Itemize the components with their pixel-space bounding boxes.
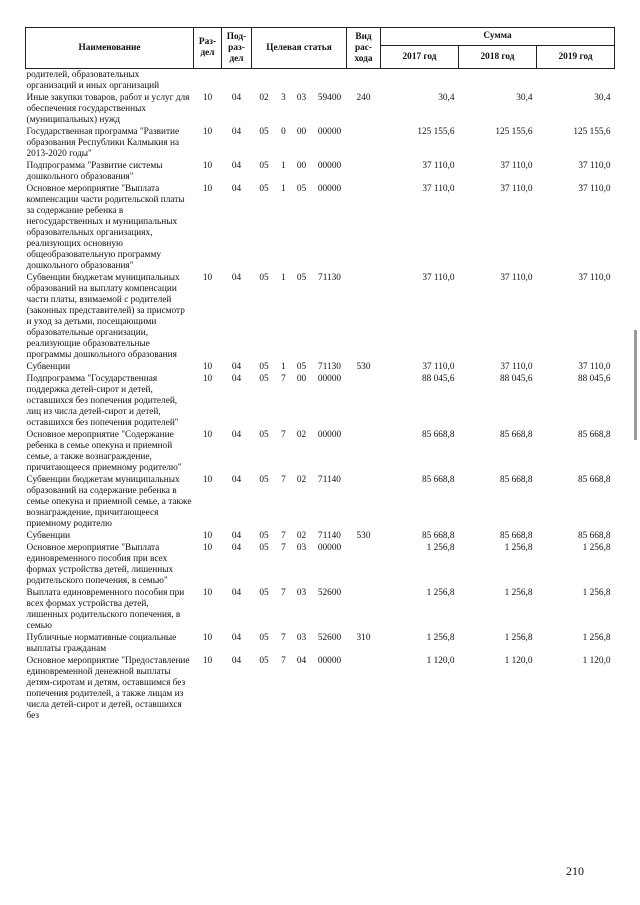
row-subsection: 04: [231, 161, 242, 171]
row-target-direction: 00000: [317, 656, 342, 666]
row-target-direction: 00000: [317, 184, 342, 194]
header-target: Целевая статья: [252, 28, 347, 69]
row-expense-type: [347, 429, 381, 474]
row-target-direction: 00000: [317, 430, 342, 440]
row-expense-type: 530: [356, 362, 371, 372]
row-target-measure: 04: [296, 656, 307, 666]
row-expense-type: [347, 655, 381, 722]
row-sum-2018: 37 110,0: [500, 273, 533, 283]
table-row: [26, 361, 615, 373]
row-sum-2018: 85 668,8: [499, 475, 533, 485]
row-sum-2018: 1 256,8: [504, 543, 533, 553]
row-name: Иные закупки товаров, работ и услуг для обеспечения государственных (муниципальных) нужд: [26, 93, 190, 125]
row-expense-type: [347, 587, 381, 632]
row-target-program: [252, 69, 277, 93]
row-section: 10: [202, 475, 213, 485]
row-target-program: 05: [259, 430, 269, 440]
row-sum-2019: 85 668,8: [578, 430, 611, 440]
row-target-program: 05: [259, 633, 269, 643]
row-target-measure: [291, 69, 313, 93]
row-target-subprogram: 7: [281, 475, 286, 485]
header-subsection: Под-раз-дел: [222, 28, 252, 69]
row-sum-2017: 88 045,6: [421, 374, 455, 384]
row-subsection: 04: [231, 531, 242, 541]
row-subsection: [222, 69, 252, 93]
row-subsection: 04: [231, 127, 242, 137]
row-subsection: 04: [231, 184, 242, 194]
row-sum-2017: 37 110,0: [422, 273, 455, 283]
row-name: Основное мероприятие "Выплата компенсации части родительской платы за содержание ребенка в негосударственных и муниципальных образовательных организациях, реализующих основную общеобразовательную программу дошкольного образования": [26, 184, 185, 271]
row-target-program: 05: [259, 475, 269, 485]
row-subsection: 04: [231, 633, 242, 643]
table-row: [26, 272, 615, 361]
row-target-measure: 03: [296, 93, 307, 103]
row-section: 10: [202, 362, 213, 372]
row-sum-2017: 85 668,8: [421, 531, 455, 541]
budget-table: [25, 27, 615, 722]
row-sum-2019: 1 256,8: [582, 543, 611, 553]
row-expense-type: [347, 373, 381, 429]
row-target-measure: 05: [296, 184, 307, 194]
row-target-direction: 71130: [318, 273, 341, 283]
row-target-direction: 00000: [317, 374, 342, 384]
row-subsection: 04: [231, 273, 242, 283]
row-target-measure: 00: [296, 374, 307, 384]
row-name: Публичные нормативные социальные выплаты гражданам: [26, 633, 177, 654]
row-subsection: 04: [231, 588, 242, 598]
row-target-subprogram: 7: [281, 531, 286, 541]
table-row: [26, 587, 615, 632]
row-target-subprogram: 7: [281, 633, 286, 643]
row-sum-2019: 88 045,6: [578, 374, 611, 384]
row-section: 10: [202, 374, 213, 384]
row-target-direction: 52600: [317, 588, 342, 598]
row-expense-type: 310: [356, 633, 371, 643]
row-target-program: 05: [259, 543, 269, 553]
table-row: [26, 373, 615, 429]
row-target-program: 05: [259, 273, 269, 283]
row-sum-2017: 1 256,8: [426, 588, 455, 598]
row-name: Основное мероприятие "Предоставление единовременной денежной выплаты детям-сиротам и детям, оставшимся без попечения родителей, а также лицам из числа детей-сирот и детей, оставшихся без: [26, 656, 190, 721]
row-target-direction: 71130: [318, 362, 341, 372]
row-target-direction: 71140: [318, 531, 341, 541]
table-row: [26, 530, 615, 542]
row-target-subprogram: 1: [281, 184, 286, 194]
row-expense-type: [347, 183, 381, 272]
row-target-program: 05: [259, 161, 269, 171]
row-subsection: 04: [231, 362, 242, 372]
row-target-measure: 02: [296, 430, 307, 440]
row-target-program: 02: [259, 93, 269, 103]
row-subsection: 04: [231, 93, 242, 103]
row-target-measure: 02: [296, 531, 307, 541]
row-expense-type: [347, 160, 381, 183]
row-sum-2017: 85 668,8: [421, 430, 455, 440]
row-section: 10: [202, 588, 213, 598]
table-row: [26, 183, 615, 272]
row-sum-2019: 37 110,0: [578, 161, 611, 171]
row-subsection: 04: [231, 656, 242, 666]
header-year-2019: 2019 год: [537, 46, 615, 69]
row-name: родителей, образовательных организаций и иных организаций: [26, 70, 160, 91]
row-expense-type: 530: [356, 531, 371, 541]
row-target-direction: 59400: [317, 93, 342, 103]
row-name: Субвенции: [26, 531, 71, 541]
row-section: 10: [202, 184, 213, 194]
row-sum-2019: 85 668,8: [578, 531, 611, 541]
row-name: Подпрограмма "Развитие системы дошкольного образования": [26, 161, 163, 182]
row-target-measure: 00: [296, 161, 307, 171]
row-sum-2018: 30,4: [516, 93, 533, 103]
row-expense-type: [347, 126, 381, 160]
row-sum-2017: 1 120,0: [426, 656, 455, 666]
row-section: 10: [202, 531, 213, 541]
row-sum-2018: 37 110,0: [500, 161, 533, 171]
row-section: 10: [202, 543, 213, 553]
row-sum-2019: 37 110,0: [578, 362, 611, 372]
table-row: [26, 160, 615, 183]
row-sum-2019: [537, 69, 615, 93]
header-year-2018: 2018 год: [459, 46, 537, 69]
row-target-subprogram: 7: [281, 656, 286, 666]
row-target-program: 05: [259, 374, 269, 384]
row-target-subprogram: 1: [281, 273, 286, 283]
row-name: Основное мероприятие "Содержание ребенка в семье опекуна и приемной семье, а также вознаграждение, причитающееся приемному родителю": [26, 430, 182, 473]
row-target-measure: 02: [296, 475, 307, 485]
row-target-measure: 00: [296, 127, 307, 137]
row-target-measure: 05: [296, 362, 307, 372]
row-name: Субвенции бюджетам муниципальных образований на содержание ребенка в семье опекуна и приемной семье, а также вознаграждение, причитающееся приемному родителю: [26, 475, 192, 529]
row-sum-2019: 1 256,8: [582, 588, 611, 598]
table-row: [26, 542, 615, 587]
table-row: [26, 655, 615, 722]
row-sum-2017: 1 256,8: [426, 543, 455, 553]
row-name: Основное мероприятие "Выплата единовременного пособия при всех формах устройства детей, лишенных родительского попечения, в семью": [26, 543, 174, 586]
row-target-measure: 03: [296, 543, 307, 553]
budget-sheet: [25, 27, 615, 722]
row-target-direction: [313, 69, 347, 93]
row-sum-2017: [381, 69, 459, 93]
row-section: 10: [202, 93, 213, 103]
header-year-2017: 2017 год: [381, 46, 459, 69]
row-subsection: 04: [231, 430, 242, 440]
row-expense-type: [347, 474, 381, 530]
row-name: Выплата единовременного пособия при всех формах устройства детей, лишенных родительского попечения, в семью: [26, 588, 185, 631]
row-sum-2019: 125 155,6: [573, 127, 611, 137]
row-target-program: 05: [259, 127, 269, 137]
row-target-subprogram: 1: [281, 362, 286, 372]
row-sum-2018: 1 256,8: [504, 633, 533, 643]
row-target-measure: 03: [296, 588, 307, 598]
row-section: [194, 69, 222, 93]
row-target-direction: 71140: [318, 475, 341, 485]
row-subsection: 04: [231, 374, 242, 384]
row-name: Подпрограмма "Государственная поддержка детей-сирот и детей, оставшихся без попечения родителей, лиц из числа детей-сирот и детей, оставшихся без попечения родителей": [26, 374, 179, 428]
row-name: Субвенции бюджетам муниципальных образований на выплату компенсации части платы, взимаемой с родителей (законных представителей) за присмотр и уход за детьми, посещающими образовательные организации, реализующие образовательные программы дошкольного образования: [26, 273, 185, 360]
table-row: [26, 92, 615, 126]
row-sum-2017: 1 256,8: [426, 633, 455, 643]
row-section: 10: [202, 273, 213, 283]
header-sum: Сумма: [381, 28, 615, 46]
header-name: Наименование: [26, 28, 194, 69]
row-sum-2018: 37 110,0: [500, 184, 533, 194]
row-sum-2018: [459, 69, 537, 93]
row-target-direction: 00000: [317, 543, 342, 553]
row-target-subprogram: 7: [281, 543, 286, 553]
row-name: Государственная программа "Развитие образования Республики Калмыкия на 2013-2020 годы": [26, 127, 180, 159]
row-sum-2018: 85 668,8: [499, 531, 533, 541]
row-sum-2019: 85 668,8: [578, 475, 611, 485]
row-sum-2019: 1 120,0: [582, 656, 611, 666]
row-section: 10: [202, 127, 213, 137]
row-expense-type: [347, 272, 381, 361]
row-name: Субвенции: [26, 362, 71, 372]
row-expense-type: 240: [356, 93, 371, 103]
row-sum-2018: 88 045,6: [499, 374, 533, 384]
row-sum-2019: 37 110,0: [578, 184, 611, 194]
row-sum-2017: 125 155,6: [417, 127, 455, 137]
row-target-direction: 00000: [317, 127, 342, 137]
row-target-direction: 52600: [317, 633, 342, 643]
table-row: [26, 69, 615, 93]
row-target-measure: 03: [296, 633, 307, 643]
row-sum-2019: 30,4: [594, 93, 611, 103]
row-expense-type: [347, 542, 381, 587]
row-target-program: 05: [259, 362, 269, 372]
row-sum-2018: 125 155,6: [495, 127, 533, 137]
table-row: [26, 126, 615, 160]
header-expense-type: Вид рас-хода: [347, 28, 381, 69]
row-target-program: 05: [259, 531, 269, 541]
page-number: 210: [566, 864, 584, 878]
row-target-direction: 00000: [317, 161, 342, 171]
row-target-subprogram: 7: [281, 588, 286, 598]
row-sum-2018: 1 256,8: [504, 588, 533, 598]
row-section: 10: [202, 656, 213, 666]
row-section: 10: [202, 633, 213, 643]
row-target-subprogram: 7: [281, 430, 286, 440]
table-row: [26, 474, 615, 530]
row-section: 10: [202, 161, 213, 171]
row-target-subprogram: [277, 69, 291, 93]
row-sum-2018: 1 120,0: [504, 656, 533, 666]
row-subsection: 04: [231, 475, 242, 485]
row-sum-2017: 37 110,0: [422, 184, 455, 194]
row-target-measure: 05: [296, 273, 307, 283]
row-target-program: 05: [259, 588, 269, 598]
table-header: [26, 28, 615, 69]
row-sum-2017: 37 110,0: [422, 362, 455, 372]
row-subsection: 04: [231, 543, 242, 553]
table-row: [26, 632, 615, 655]
row-sum-2017: 37 110,0: [422, 161, 455, 171]
row-target-subprogram: 0: [281, 127, 286, 137]
row-sum-2019: 1 256,8: [582, 633, 611, 643]
row-sum-2017: 85 668,8: [421, 475, 455, 485]
row-target-subprogram: 3: [281, 93, 286, 103]
header-section: Раз-дел: [194, 28, 222, 69]
row-sum-2018: 37 110,0: [500, 362, 533, 372]
row-target-program: 05: [259, 656, 269, 666]
scan-edge-mark: [634, 330, 637, 440]
row-target-subprogram: 7: [281, 374, 286, 384]
row-sum-2018: 85 668,8: [499, 430, 533, 440]
row-target-subprogram: 1: [281, 161, 286, 171]
row-section: 10: [202, 430, 213, 440]
row-target-program: 05: [259, 184, 269, 194]
table-row: [26, 429, 615, 474]
row-sum-2019: 37 110,0: [578, 273, 611, 283]
table-body: [26, 69, 615, 723]
row-expense-type: [347, 69, 381, 93]
row-sum-2017: 30,4: [438, 93, 455, 103]
